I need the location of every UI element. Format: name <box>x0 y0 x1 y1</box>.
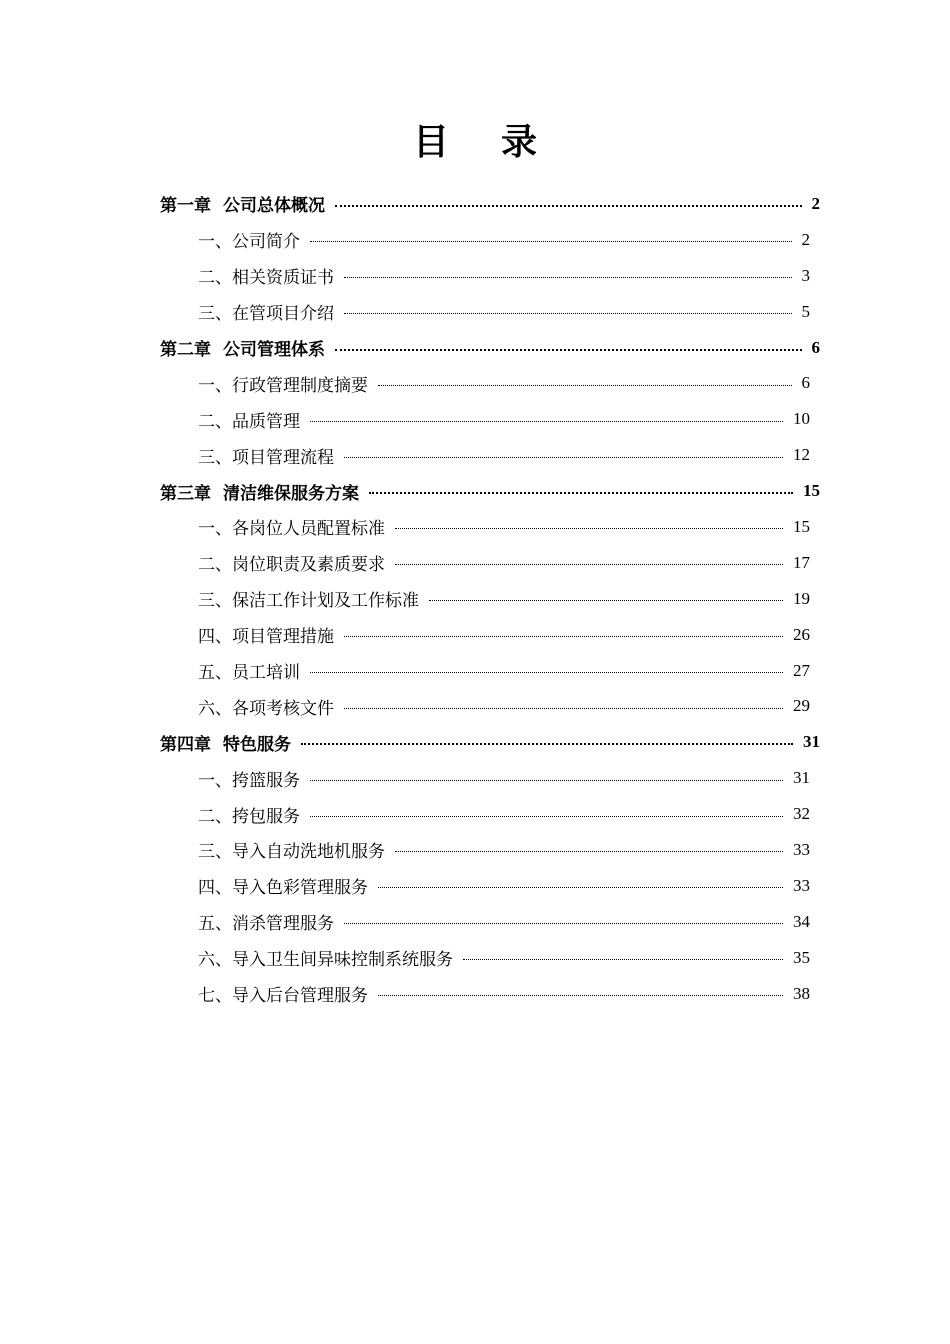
toc-dot-leader <box>344 923 783 924</box>
toc-page-number: 6 <box>801 373 810 393</box>
toc-dot-leader <box>344 277 792 278</box>
toc-section-label: 七、导入后台管理服务 <box>198 986 368 1007</box>
toc-title-part2: 录 <box>501 121 538 163</box>
toc-page-number: 38 <box>793 983 810 1003</box>
toc-dot-leader <box>378 385 792 386</box>
toc-dot-leader <box>344 313 792 314</box>
toc-page-number: 12 <box>793 445 810 465</box>
toc-chapter-title: 清洁维保服务方案 <box>223 483 359 504</box>
toc-section-entry[interactable] <box>0 258 810 294</box>
toc-title-part1: 目 <box>412 121 449 163</box>
toc-page-number: 33 <box>793 875 810 895</box>
toc-chapter-title: 公司管理体系 <box>223 340 325 360</box>
toc-section-label: 三、项目管理流程 <box>198 447 334 468</box>
toc-page-number: 33 <box>793 839 810 859</box>
toc-chapter-label <box>160 191 325 216</box>
toc-dot-leader <box>344 457 783 458</box>
toc-dot-leader <box>369 492 793 494</box>
toc-section-entry[interactable] <box>0 832 810 868</box>
toc-section-label: 二、岗位职责及素质要求 <box>198 555 385 576</box>
toc-chapter-number: 第一章 <box>160 196 211 217</box>
toc-dot-leader <box>310 672 783 673</box>
toc-section-entry[interactable] <box>0 294 810 330</box>
toc-chapter-title: 公司总体概况 <box>223 196 325 217</box>
toc-dot-leader <box>378 887 783 888</box>
toc-section-label: 四、导入色彩管理服务 <box>198 878 368 899</box>
toc-section-entry[interactable] <box>0 437 810 473</box>
toc-page-number: 31 <box>793 768 810 788</box>
toc-section-entry[interactable] <box>0 617 810 653</box>
toc-dot-leader <box>301 743 793 745</box>
toc-page-number: 29 <box>793 696 810 716</box>
toc-page-number: 19 <box>793 588 810 608</box>
toc-list <box>0 186 950 1011</box>
toc-section-entry[interactable] <box>0 796 810 832</box>
toc-page-number: 34 <box>793 911 810 931</box>
toc-section-label: 三、导入自动洗地机服务 <box>198 842 385 863</box>
toc-dot-leader <box>395 528 783 529</box>
toc-chapter-number: 第四章 <box>160 734 211 755</box>
toc-section-label: 一、公司简介 <box>198 232 300 253</box>
toc-section-entry[interactable] <box>0 976 810 1012</box>
toc-chapter-entry[interactable] <box>0 330 820 366</box>
toc-dot-leader <box>395 564 783 565</box>
toc-chapter-number: 第二章 <box>160 340 211 360</box>
toc-dot-leader <box>310 241 792 242</box>
toc-page-number: 10 <box>793 409 810 429</box>
toc-section-label: 三、在管项目介绍 <box>198 304 334 325</box>
toc-section-label: 一、挎篮服务 <box>198 770 300 791</box>
toc-dot-leader <box>395 851 783 852</box>
toc-dot-leader <box>335 349 802 351</box>
toc-page-number: 2 <box>801 229 810 249</box>
toc-page-number: 26 <box>793 624 810 644</box>
toc-section-entry[interactable] <box>0 365 810 401</box>
toc-dot-leader <box>335 205 802 207</box>
toc-page-number: 27 <box>793 660 810 680</box>
toc-dot-leader <box>344 636 783 637</box>
toc-section-entry[interactable] <box>0 581 810 617</box>
toc-section-label: 一、各岗位人员配置标准 <box>198 519 385 540</box>
toc-section-label: 五、消杀管理服务 <box>198 914 334 935</box>
toc-page-number: 6 <box>811 337 820 357</box>
toc-page-number: 3 <box>801 265 810 285</box>
toc-dot-leader <box>310 421 783 422</box>
toc-section-label: 五、员工培训 <box>198 663 300 684</box>
toc-section-entry[interactable] <box>0 401 810 437</box>
toc-section-label: 六、导入卫生间异味控制系统服务 <box>198 950 453 971</box>
toc-chapter-number: 第三章 <box>160 483 211 504</box>
toc-section-label: 一、行政管理制度摘要 <box>198 375 368 396</box>
toc-chapter-label <box>160 335 325 360</box>
toc-section-entry[interactable] <box>0 688 810 724</box>
toc-dot-leader <box>310 816 783 817</box>
toc-page-number: 15 <box>793 516 810 536</box>
toc-section-entry[interactable] <box>0 760 810 796</box>
toc-chapter-label <box>160 479 359 504</box>
toc-dot-leader <box>429 600 783 601</box>
toc-chapter-entry[interactable] <box>0 186 820 222</box>
toc-section-entry[interactable] <box>0 222 810 258</box>
toc-section-label: 二、相关资质证书 <box>198 268 334 289</box>
toc-title <box>0 118 950 166</box>
toc-section-entry[interactable] <box>0 904 810 940</box>
toc-dot-leader <box>378 995 783 996</box>
toc-page-number: 5 <box>801 301 810 321</box>
toc-page-number: 15 <box>803 481 820 501</box>
toc-section-entry[interactable] <box>0 868 810 904</box>
toc-section-entry[interactable] <box>0 509 810 545</box>
toc-chapter-entry[interactable] <box>0 473 820 509</box>
toc-dot-leader <box>463 959 783 960</box>
toc-page-number: 35 <box>793 947 810 967</box>
toc-section-entry[interactable] <box>0 940 810 976</box>
toc-page-number: 32 <box>793 804 810 824</box>
toc-section-label: 六、各项考核文件 <box>198 698 334 719</box>
toc-section-entry[interactable] <box>0 545 810 581</box>
toc-page-number: 2 <box>811 193 820 213</box>
toc-section-label: 二、品质管理 <box>198 411 300 432</box>
toc-section-label: 二、挎包服务 <box>198 806 300 827</box>
toc-chapter-entry[interactable] <box>0 724 820 760</box>
toc-page-number: 31 <box>803 732 820 752</box>
toc-section-entry[interactable] <box>0 653 810 689</box>
toc-section-label: 四、项目管理措施 <box>198 627 334 648</box>
toc-dot-leader <box>310 780 783 781</box>
toc-chapter-title: 特色服务 <box>223 734 291 755</box>
toc-chapter-label <box>160 730 291 755</box>
toc-section-label: 三、保洁工作计划及工作标准 <box>198 591 419 612</box>
toc-page-number: 17 <box>793 552 810 572</box>
toc-dot-leader <box>344 708 783 709</box>
